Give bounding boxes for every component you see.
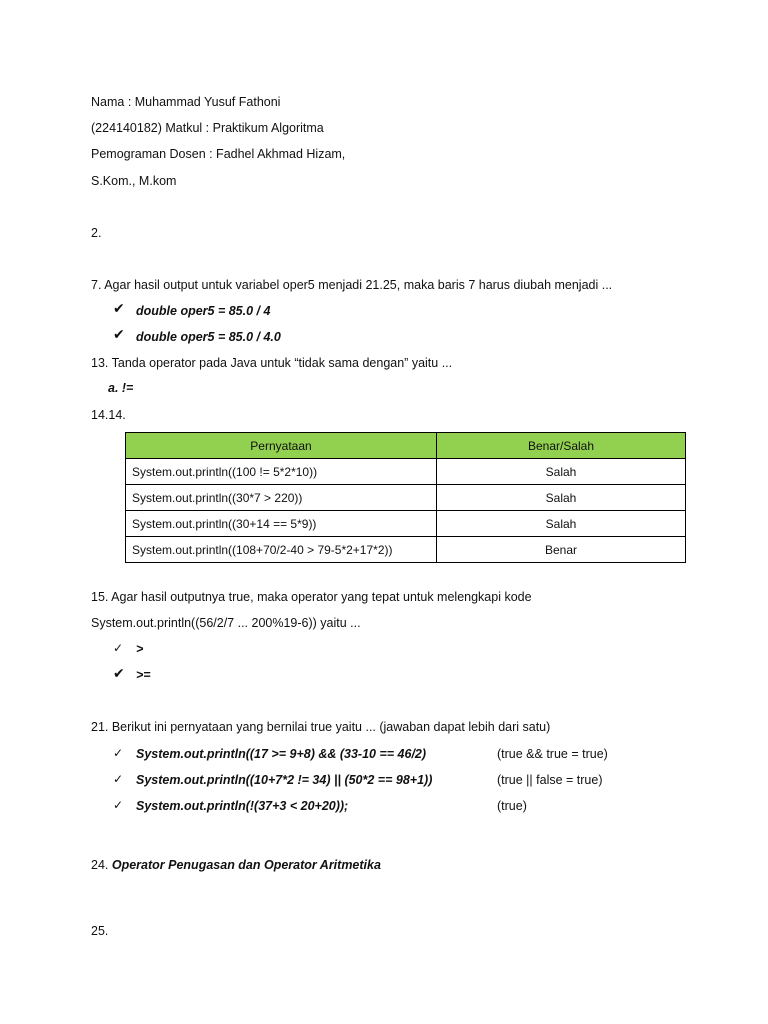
table-cell-result: Salah [437, 459, 686, 485]
table-row [126, 537, 686, 563]
check-mark-icon: ✔ [113, 666, 125, 682]
question-24 [91, 858, 381, 872]
check-mark-icon: ✓ [113, 746, 124, 760]
check-mark-icon: ✓ [113, 798, 124, 812]
table-cell-statement: System.out.println((30*7 > 220)) [126, 485, 437, 511]
table-cell-statement: System.out.println((30+14 == 5*9)) [126, 511, 437, 537]
question-14-label: 14.14. [91, 408, 126, 422]
question-15-answer-2: >= [136, 668, 151, 682]
table-cell-result: Salah [437, 511, 686, 537]
lecturer-title: S.Kom., M.kom [91, 174, 177, 188]
question-15-text-2: System.out.println((56/2/7 ... 200%19-6)) yaitu ... [91, 616, 361, 630]
check-mark-icon: ✔ [113, 301, 125, 317]
check-mark-icon: ✔ [113, 327, 125, 343]
question-24-answer: Operator Penugasan dan Operator Aritmetika [111, 858, 381, 872]
table-header-row [126, 433, 686, 459]
question-15-answer-1: > [136, 642, 144, 656]
question-25-label: 25. [91, 924, 109, 938]
table-cell-statement: System.out.println((100 != 5*2*10)) [126, 459, 437, 485]
table-cell-result: Benar [437, 537, 686, 563]
table-row [126, 459, 686, 485]
table-header-statement: Pernyataan [126, 433, 437, 459]
question-13-text: 13. Tanda operator pada Java untuk “tidak sama dengan” yaitu ... [91, 356, 453, 370]
question-21-text: 21. Berikut ini pernyataan yang bernilai true yaitu ... (jawaban dapat lebih dari satu) [91, 720, 551, 734]
question-21-answer-3-result: (true) [497, 799, 527, 813]
question-21-answer-1-code: System.out.println((17 >= 9+8) && (33-10 == 46/2) [136, 747, 427, 761]
question-13-answer: a. != [108, 381, 134, 395]
question-7-answer-2: double oper5 = 85.0 / 4.0 [136, 330, 281, 344]
check-mark-icon: ✓ [113, 772, 124, 786]
table-row [126, 485, 686, 511]
table-header-result: Benar/Salah [437, 433, 686, 459]
course-lecturer: Pemograman Dosen : Fadhel Akhmad Hizam, [91, 147, 346, 161]
question-7-text: 7. Agar hasil output untuk variabel oper5 menjadi 21.25, maka baris 7 harus diubah menjadi ... [91, 278, 613, 292]
table-cell-result: Salah [437, 485, 686, 511]
question-2-label: 2. [91, 226, 102, 240]
student-id-course: (224140182) Matkul : Praktikum Algoritma [91, 121, 324, 135]
question-21-answer-2-result: (true || false = true) [497, 773, 603, 787]
table-cell-statement: System.out.println((108+70/2-40 > 79-5*2+17*2)) [126, 537, 437, 563]
question-7-answer-1: double oper5 = 85.0 / 4 [136, 304, 271, 318]
table-row [126, 511, 686, 537]
question-15-text-1: 15. Agar hasil outputnya true, maka operator yang tepat untuk melengkapi kode [91, 590, 532, 604]
question-24-number: 24. [91, 858, 109, 872]
question-21-answer-3-code: System.out.println(!(37+3 < 20+20)); [136, 799, 349, 813]
check-mark-icon: ✓ [113, 641, 124, 655]
question-14-table [125, 432, 686, 563]
question-21-answer-2-code: System.out.println((10+7*2 != 34) || (50*2 == 98+1)) [136, 773, 433, 787]
question-21-answer-1-result: (true && true = true) [497, 747, 608, 761]
student-name: Nama : Muhammad Yusuf Fathoni [91, 95, 281, 109]
